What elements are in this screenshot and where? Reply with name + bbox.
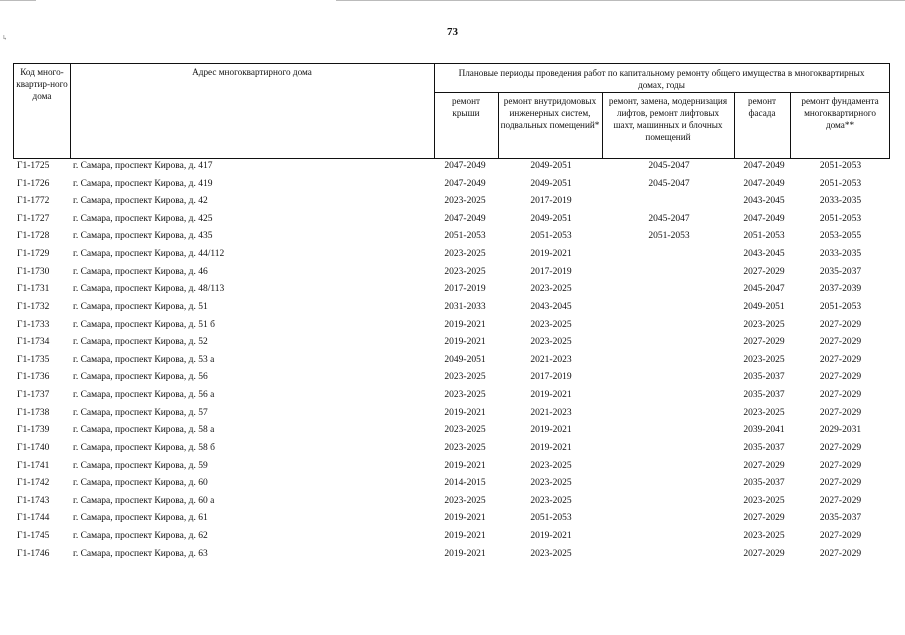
row-foundation: 2027-2029 [819,495,862,506]
table-row [0,422,905,439]
row-facade: 2023-2025 [743,354,785,365]
row-facade: 2043-2045 [743,196,785,207]
row-code: Г1-1735 [17,354,50,365]
row-engineering: 2021-2023 [530,407,572,418]
row-roof: 2023-2025 [444,266,486,277]
header-foundation: ремонт фундамента многоквартирного дома** [801,96,879,130]
row-address: г. Самара, проспект Кирова, д. 56 [73,372,208,383]
row-facade: 2027-2029 [743,337,785,348]
row-facade: 2027-2029 [743,513,785,524]
row-facade: 2035-2037 [743,442,785,453]
table-row [0,246,905,263]
row-engineering: 2049-2051 [530,161,572,171]
row-engineering: 2021-2023 [530,354,572,365]
row-facade: 2039-2041 [743,425,785,436]
header-periods: Плановые периоды проведения работ по капитальному ремонту общего имущества в многоквартирных домах, годы [458,68,865,90]
row-engineering: 2019-2021 [530,390,572,401]
row-code: Г1-1733 [17,319,50,330]
row-facade: 2035-2037 [743,372,785,383]
header-code: Код много-квартир-ного дома [16,67,68,101]
table-row [0,193,905,210]
row-address: г. Самара, проспект Кирова, д. 58 а [73,425,215,436]
row-engineering: 2019-2021 [530,442,572,453]
row-roof: 2019-2021 [444,548,486,559]
row-engineering: 2023-2025 [530,460,572,471]
row-code: Г1-1737 [17,390,50,401]
row-roof: 2023-2025 [444,390,486,401]
row-address: г. Самара, проспект Кирова, д. 60 [73,478,208,489]
row-facade: 2023-2025 [743,407,785,418]
table-row [0,352,905,369]
row-facade: 2027-2029 [743,266,785,277]
table-row [0,176,905,193]
row-address: г. Самара, проспект Кирова, д. 59 [73,460,208,471]
row-roof: 2049-2051 [444,354,486,365]
row-roof: 2023-2025 [444,372,486,383]
row-roof: 2019-2021 [444,319,486,330]
row-facade: 2023-2025 [743,531,785,542]
header-address: Адрес многоквартирного дома [192,67,312,77]
row-engineering: 2049-2051 [530,178,572,189]
row-roof: 2023-2025 [444,196,486,207]
row-code: Г1-1728 [17,231,50,242]
row-facade: 2051-2053 [743,231,785,242]
table-row [0,387,905,404]
row-address: г. Самара, проспект Кирова, д. 56 а [73,390,215,401]
row-address: г. Самара, проспект Кирова, д. 57 [73,407,208,418]
row-address: г. Самара, проспект Кирова, д. 61 [73,513,208,524]
row-facade: 2047-2049 [743,178,785,189]
row-facade: 2047-2049 [743,161,785,171]
table-row [0,158,905,175]
row-code: Г1-1732 [17,301,50,312]
table-row [0,475,905,492]
row-foundation: 2027-2029 [819,354,862,365]
row-engineering: 2017-2019 [530,196,572,207]
row-engineering: 2023-2025 [530,284,572,295]
row-engineering: 2051-2053 [530,231,572,242]
row-facade: 2043-2045 [743,249,785,260]
row-code: Г1-1729 [17,249,50,260]
row-foundation: 2027-2029 [819,478,862,489]
row-address: г. Самара, проспект Кирова, д. 48/113 [73,284,225,295]
table-header [13,63,890,159]
table-row [0,546,905,563]
row-code: Г1-1726 [17,178,50,189]
row-roof: 2047-2049 [444,161,486,171]
row-lifts: 2045-2047 [648,161,690,171]
header-lifts: ремонт, замена, модернизация лифтов, ремонт лифтовых шахт, машинных и блочных помещений [608,96,728,142]
row-facade: 2035-2037 [743,390,785,401]
row-code: Г1-1734 [17,337,50,348]
row-engineering: 2023-2025 [530,478,572,489]
row-facade: 2047-2049 [743,213,785,224]
row-address: г. Самара, проспект Кирова, д. 63 [73,548,208,559]
table-row [0,299,905,316]
row-code: Г1-1731 [17,284,50,295]
row-foundation: 2033-2035 [819,196,862,207]
row-code: Г1-1739 [17,425,50,436]
row-roof: 2023-2025 [444,495,486,506]
row-foundation: 2053-2055 [819,231,862,242]
row-code: Г1-1725 [17,161,50,171]
table-row [0,369,905,386]
row-foundation: 2035-2037 [819,513,862,524]
row-foundation: 2033-2035 [819,249,862,260]
row-lifts: 2045-2047 [648,178,690,189]
table-row [0,334,905,351]
row-engineering: 2043-2045 [530,301,572,312]
table-row [0,528,905,545]
row-foundation: 2027-2029 [819,319,862,330]
row-code: Г1-1772 [17,196,50,207]
table-row [0,493,905,510]
row-roof: 2023-2025 [444,442,486,453]
row-foundation: 2027-2029 [819,372,862,383]
row-code: Г1-1740 [17,442,50,453]
row-roof: 2019-2021 [444,531,486,542]
row-facade: 2023-2025 [743,319,785,330]
table-row [0,211,905,228]
row-roof: 2051-2053 [444,231,486,242]
row-roof: 2019-2021 [444,407,486,418]
table-row [0,228,905,245]
row-foundation: 2027-2029 [819,442,862,453]
row-engineering: 2019-2021 [530,531,572,542]
row-roof: 2017-2019 [444,284,486,295]
row-foundation: 2037-2039 [819,284,862,295]
row-address: г. Самара, проспект Кирова, д. 60 а [73,495,215,506]
row-code: Г1-1742 [17,478,50,489]
row-address: г. Самара, проспект Кирова, д. 58 б [73,442,215,453]
row-code: Г1-1738 [17,407,50,418]
header-facade: ремонт фасада [747,96,776,118]
row-lifts: 2045-2047 [648,213,690,224]
row-address: г. Самара, проспект Кирова, д. 42 [73,196,208,207]
row-foundation: 2051-2053 [819,161,862,171]
row-address: г. Самара, проспект Кирова, д. 417 [73,161,213,171]
row-engineering: 2023-2025 [530,548,572,559]
row-foundation: 2035-2037 [819,266,862,277]
row-code: Г1-1730 [17,266,50,277]
row-code: Г1-1736 [17,372,50,383]
row-roof: 2019-2021 [444,513,486,524]
row-address: г. Самара, проспект Кирова, д. 46 [73,266,208,277]
row-code: Г1-1746 [17,548,50,559]
row-address: г. Самара, проспект Кирова, д. 419 [73,178,213,189]
row-roof: 2031-2033 [444,301,486,312]
row-foundation: 2027-2029 [819,337,862,348]
row-address: г. Самара, проспект Кирова, д. 44/112 [73,249,225,260]
table-row [0,281,905,298]
row-roof: 2023-2025 [444,249,486,260]
header-engineering: ремонт внутридомовых инженерных систем, подвальных помещений* [500,96,600,130]
row-address: г. Самара, проспект Кирова, д. 425 [73,213,213,224]
row-address: г. Самара, проспект Кирова, д. 62 [73,531,208,542]
row-address: г. Самара, проспект Кирова, д. 435 [73,231,213,242]
table-row [0,510,905,527]
row-engineering: 2019-2021 [530,425,572,436]
table-row [0,440,905,457]
page-number: 73 [447,26,458,38]
row-code: Г1-1745 [17,531,50,542]
row-engineering: 2051-2053 [530,513,572,524]
row-roof: 2014-2015 [444,478,486,489]
row-engineering: 2017-2019 [530,266,572,277]
row-foundation: 2029-2031 [819,425,862,436]
row-code: Г1-1743 [17,495,50,506]
header-roof: ремонт крыши [451,96,480,118]
table-row [0,264,905,281]
row-roof: 2019-2021 [444,460,486,471]
row-roof: 2023-2025 [444,425,486,436]
table-row [0,458,905,475]
row-foundation: 2027-2029 [819,531,862,542]
row-foundation: 2051-2053 [819,301,862,312]
row-facade: 2035-2037 [743,478,785,489]
row-lifts: 2051-2053 [648,231,690,242]
row-foundation: 2051-2053 [819,213,862,224]
table-row [0,317,905,334]
row-code: Г1-1727 [17,213,50,224]
row-facade: 2045-2047 [743,284,785,295]
scan-mark: ↳ [2,34,8,42]
row-address: г. Самара, проспект Кирова, д. 52 [73,337,208,348]
row-engineering: 2023-2025 [530,319,572,330]
row-foundation: 2027-2029 [819,548,862,559]
table-row [0,405,905,422]
row-foundation: 2027-2029 [819,407,862,418]
row-roof: 2047-2049 [444,213,486,224]
row-engineering: 2017-2019 [530,372,572,383]
row-facade: 2027-2029 [743,460,785,471]
row-facade: 2049-2051 [743,301,785,312]
row-address: г. Самара, проспект Кирова, д. 51 б [73,319,215,330]
row-roof: 2019-2021 [444,337,486,348]
row-code: Г1-1744 [17,513,50,524]
row-facade: 2023-2025 [743,495,785,506]
row-foundation: 2051-2053 [819,178,862,189]
row-engineering: 2019-2021 [530,249,572,260]
row-engineering: 2023-2025 [530,495,572,506]
row-facade: 2027-2029 [743,548,785,559]
row-roof: 2047-2049 [444,178,486,189]
row-code: Г1-1741 [17,460,50,471]
row-address: г. Самара, проспект Кирова, д. 53 а [73,354,215,365]
row-engineering: 2023-2025 [530,337,572,348]
row-address: г. Самара, проспект Кирова, д. 51 [73,301,208,312]
row-engineering: 2049-2051 [530,213,572,224]
row-foundation: 2027-2029 [819,390,862,401]
row-foundation: 2027-2029 [819,460,862,471]
